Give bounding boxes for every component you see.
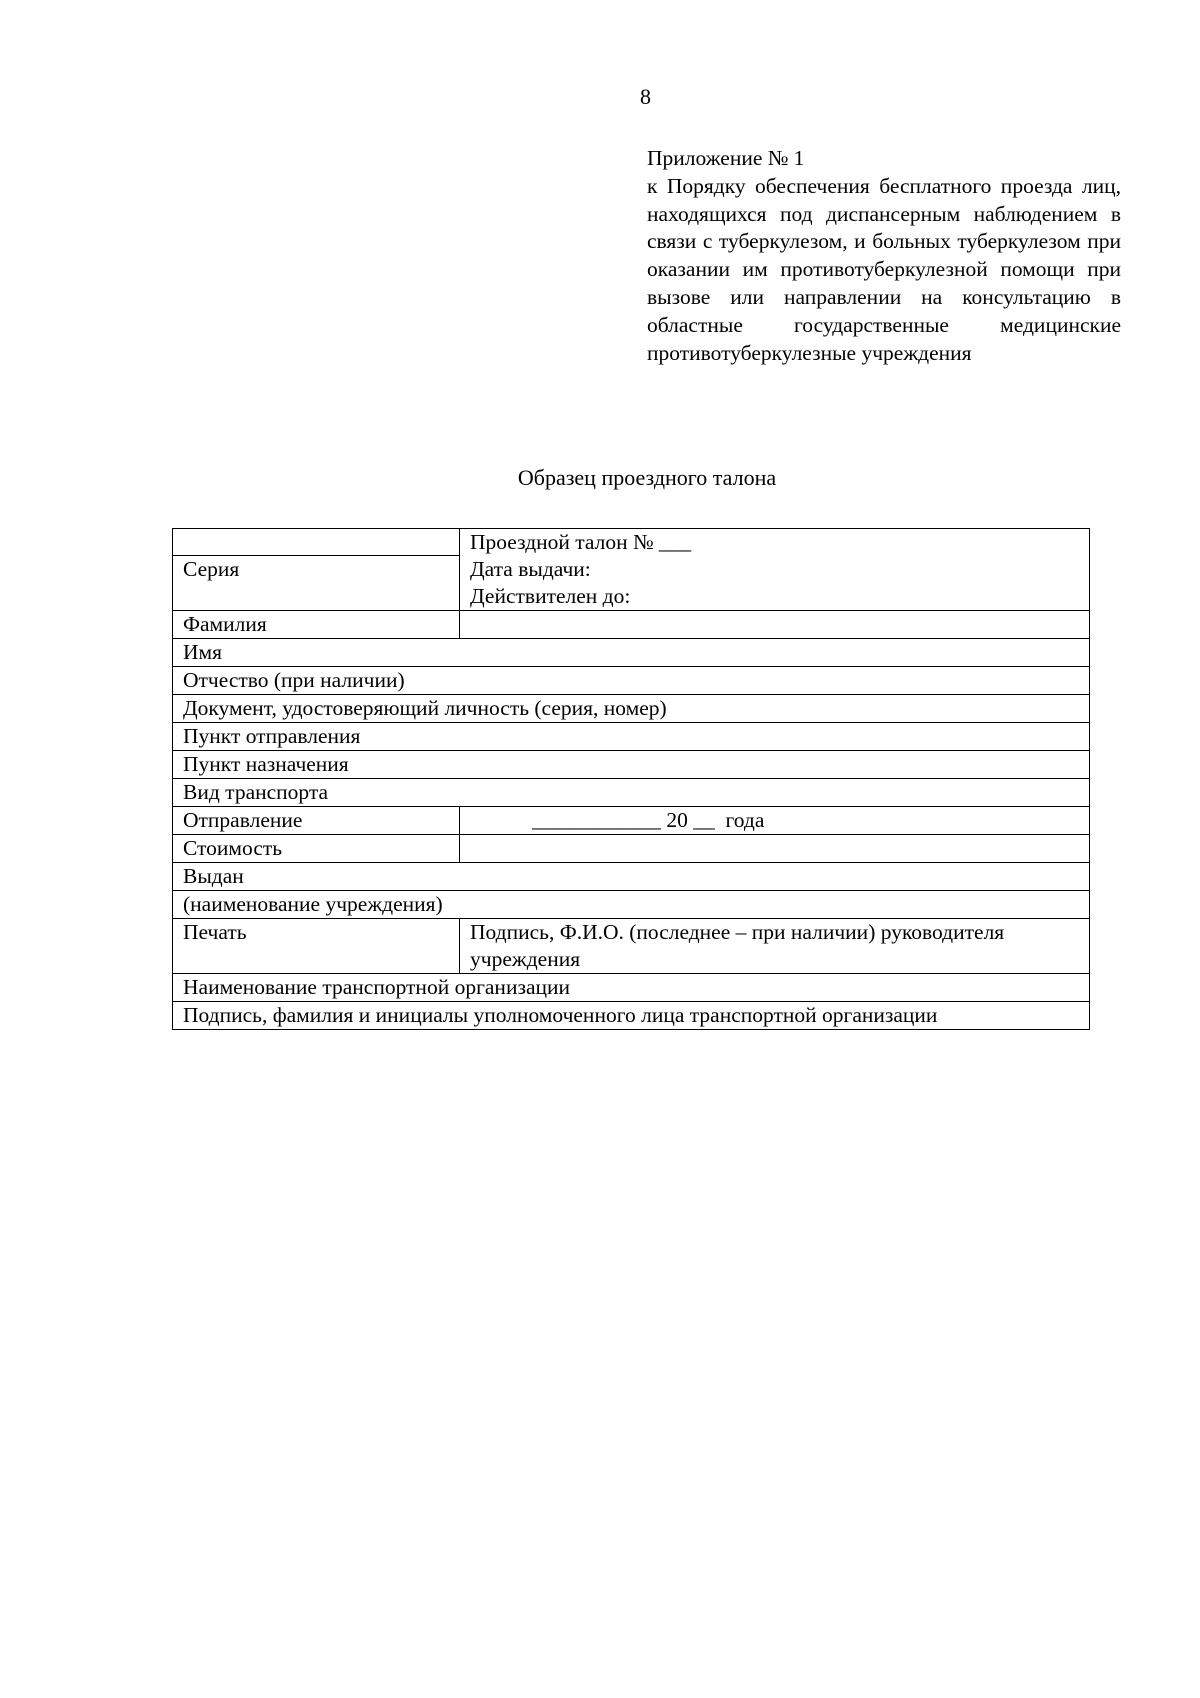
patronymic-label: Отчество (при наличии): [173, 667, 1090, 695]
id-document-label: Документ, удостоверяющий личность (серия, номер): [173, 695, 1090, 723]
name-label: Имя: [173, 639, 1090, 667]
issued-label: Выдан: [173, 863, 1090, 891]
surname-value: [460, 611, 1090, 639]
institution-name-label: (наименование учреждения): [173, 891, 1090, 919]
ticket-form-table: [172, 528, 1090, 1030]
appendix-text: к Порядку обеспечения бесплатного проезда лиц, находящихся под диспансерным наблюдением в связи с туберкулезом, и больных туберкулезом при оказании им противотуберкулезной помощи при вызове или направлении на консультацию в областные государственные медицинские противотуберкулезные учреждения: [647, 173, 1121, 365]
stamp-label: Печать: [173, 919, 460, 974]
appendix-title: Приложение № 1: [647, 146, 805, 170]
appendix-header: [647, 145, 1121, 367]
authorized-signature-label: Подпись, фамилия и инициалы уполномоченного лица транспортной организации: [173, 1002, 1090, 1030]
blank-cell: [173, 529, 459, 556]
transport-type-label: Вид транспорта: [173, 779, 1090, 807]
issue-date-label: Дата выдачи:: [470, 557, 591, 581]
departure-point-label: Пункт отправления: [173, 723, 1090, 751]
valid-until-label: Действителен до:: [470, 584, 631, 608]
ticket-number-label: Проездной талон № ___: [470, 530, 692, 554]
surname-label: Фамилия: [173, 611, 460, 639]
form-title: Образец проездного талона: [517, 465, 777, 490]
destination-label: Пункт назначения: [173, 751, 1090, 779]
ticket-header-cell: [460, 529, 1090, 611]
departure-date-line: ____________ 20 __ года: [532, 808, 765, 832]
transport-org-label: Наименование транспортной организации: [173, 974, 1090, 1002]
series-label: Серия: [183, 557, 240, 581]
cost-value: [460, 835, 1090, 863]
cost-label: Стоимость: [173, 835, 460, 863]
head-signature-label: Подпись, Ф.И.О. (последнее – при наличии) руководителя учреждения: [460, 919, 1090, 974]
departure-date-cell: [460, 807, 1090, 835]
page-number: 8: [640, 84, 651, 109]
departure-label: Отправление: [173, 807, 460, 835]
series-cell: [173, 529, 460, 611]
blank-space: [173, 583, 459, 610]
